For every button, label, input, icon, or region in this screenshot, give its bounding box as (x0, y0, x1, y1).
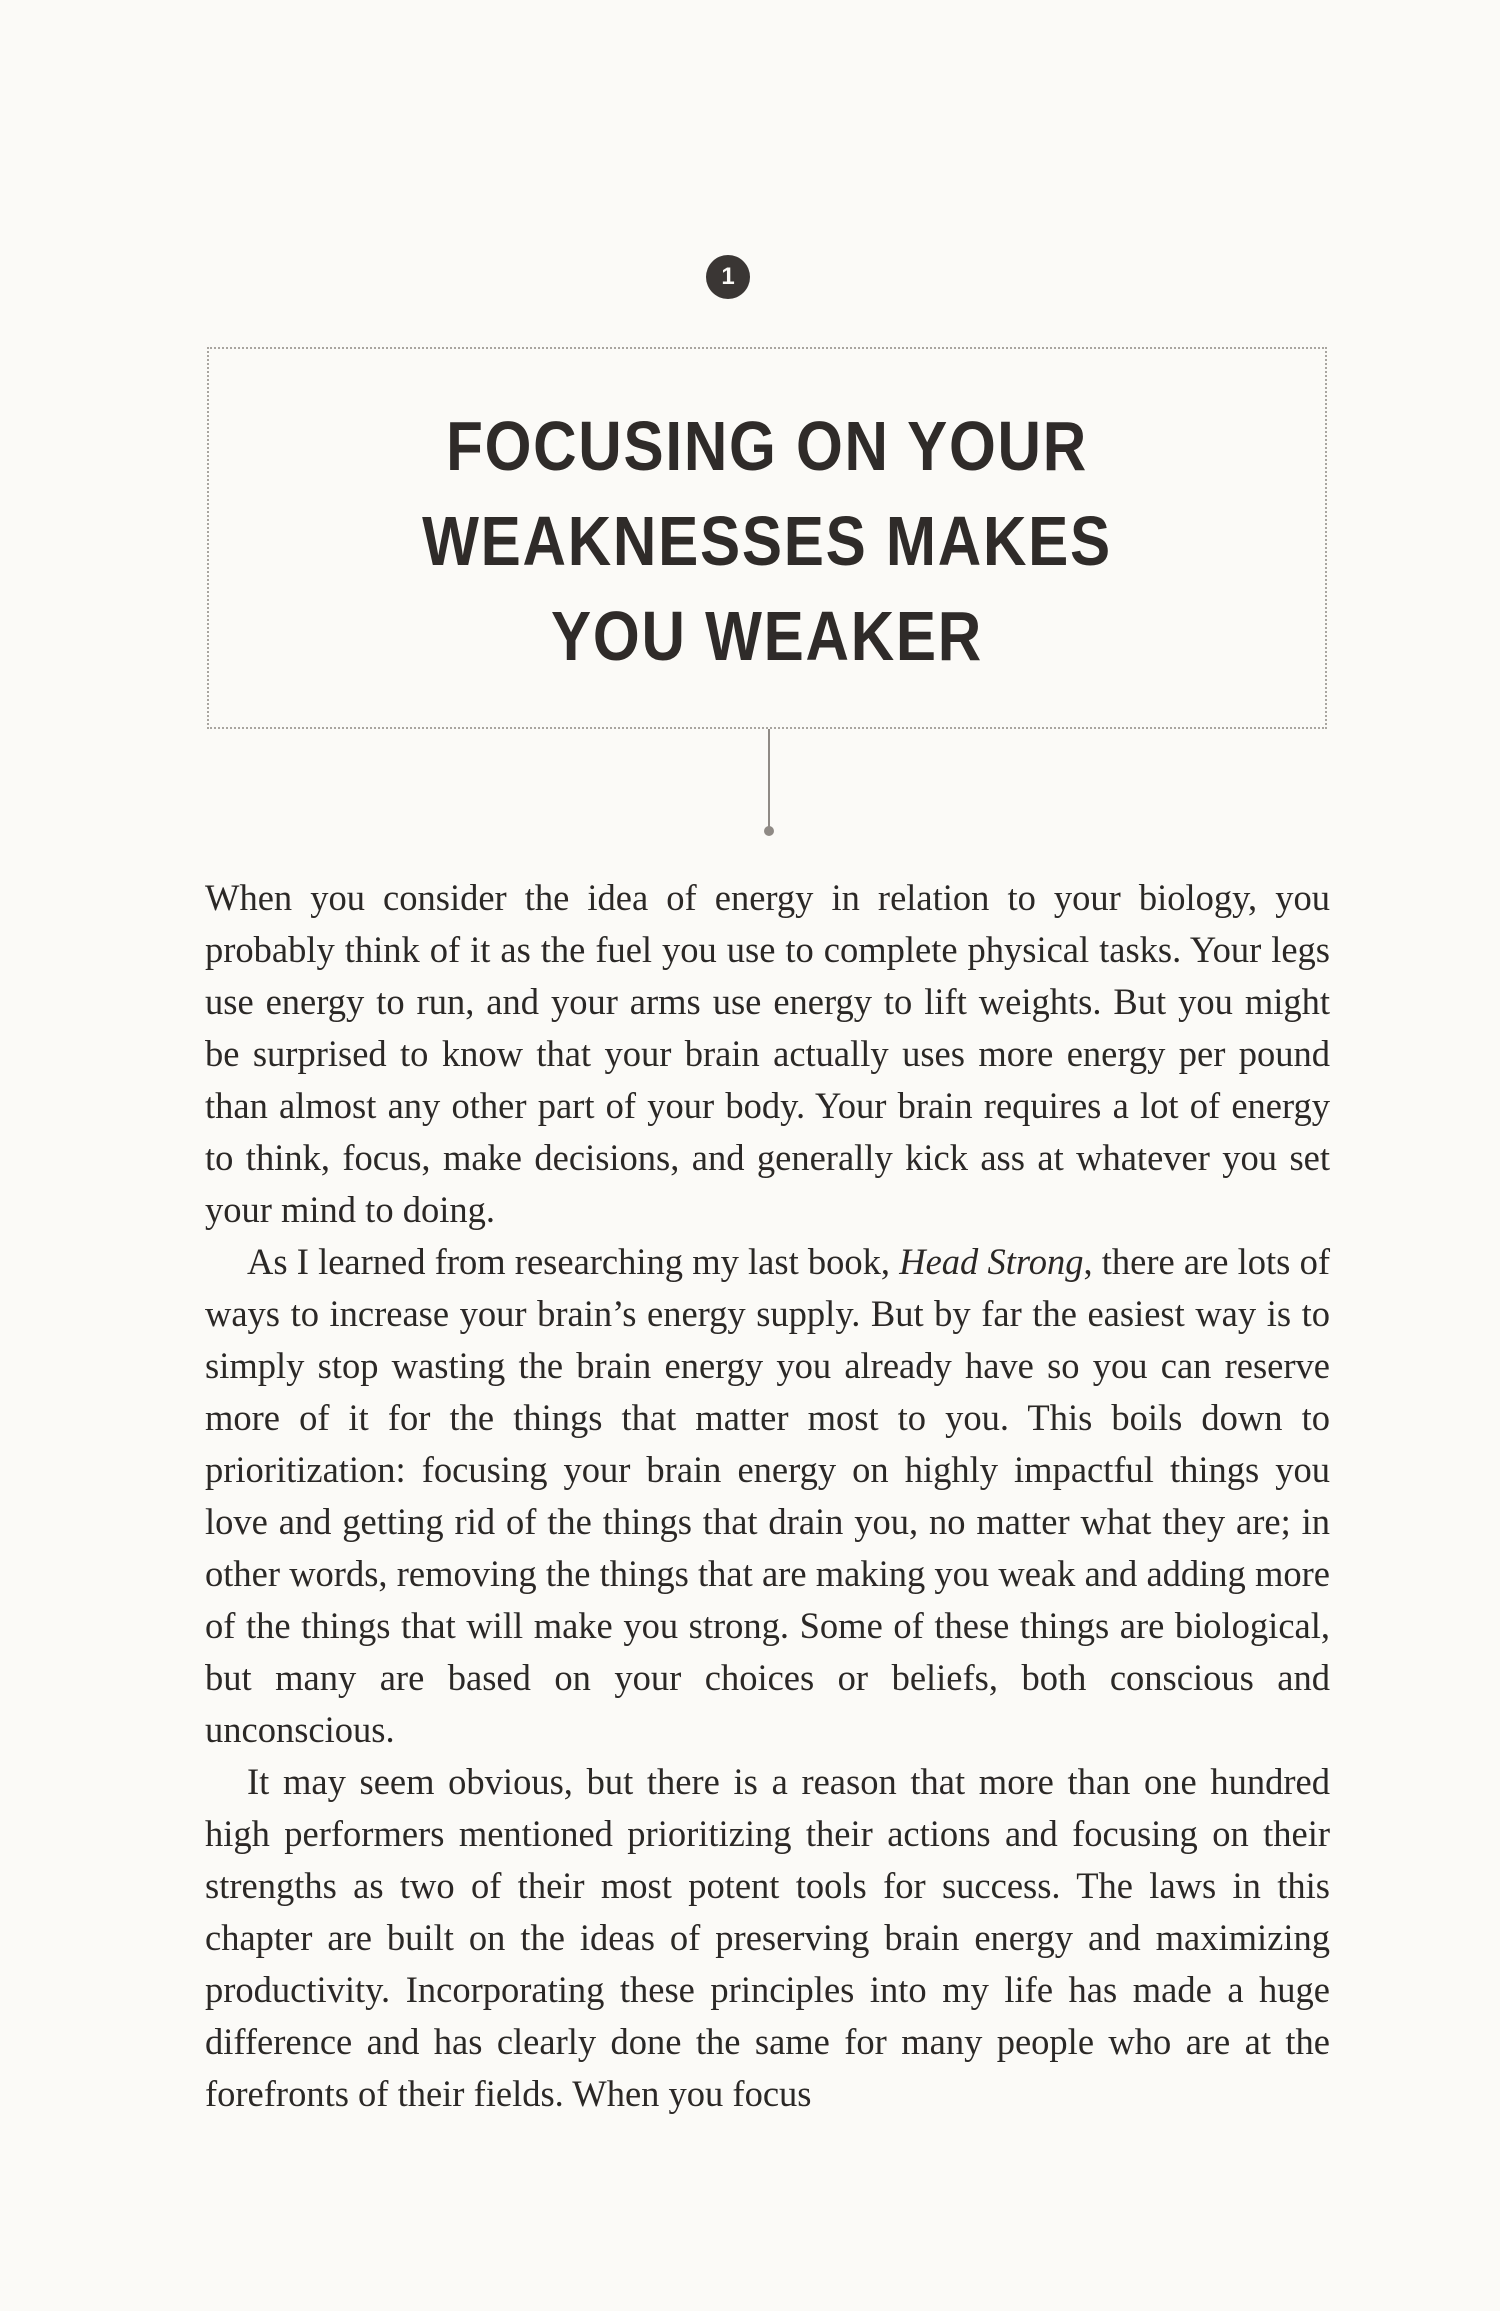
chapter-number-badge: 1 (706, 255, 750, 299)
book-title-head-strong: Head Strong (899, 1241, 1084, 1282)
chapter-title (287, 399, 1247, 684)
chapter-title-line-2: WEAKNESSES MAKES (422, 502, 1112, 580)
paragraph-3: It may seem obvious, but there is a reason that more than one hundred high performers mentioned prioritizing their actions and focusing on their strengths as two of their most potent tools for success. The laws in this chapter are built on the ideas of preserving brain energy and maximizing productivity. Incorporating these principles into my life has made a huge difference and has clearly done the same for many people who are at the forefronts of their fields. When you focus (205, 1761, 1330, 2114)
paragraph-1: When you consider the idea of energy in relation to your biology, you probably think of it as the fuel you use to complete physical tasks. Your legs use energy to run, and your arms use energy to lift weights. But you might be surprised to know that your brain actually uses more energy per pound than almost any other part of your body. Your brain requires a lot of energy to think, focus, make decisions, and generally kick ass at whatever you set your mind to doing. (205, 877, 1330, 1230)
paragraph-2-start: As I learned from researching my last book, (247, 1241, 900, 1282)
chapter-title-box (207, 347, 1327, 729)
title-connector-dot (764, 826, 774, 836)
title-connector-line (768, 729, 770, 829)
paragraph-2 (205, 1236, 1330, 1756)
chapter-title-line-3: YOU WEAKER (551, 597, 983, 675)
chapter-body-text (205, 872, 1330, 2120)
chapter-title-line-1: FOCUSING ON YOUR (446, 407, 1088, 485)
paragraph-2-rest: , there are lots of ways to increase your brain’s energy supply. But by far the easiest way is to simply stop wasting the brain energy you already have so you can reserve more of it for the things that matter most to you. This boils down to prioritization: focusing your brain energy on highly impactful things you love and getting rid of the things that drain you, no matter what they are; in other words, removing the things that are making you weak and adding more of the things that will make you strong. Some of these things are biological, but many are based on your choices or beliefs, both conscious and unconscious. (205, 1241, 1330, 1750)
